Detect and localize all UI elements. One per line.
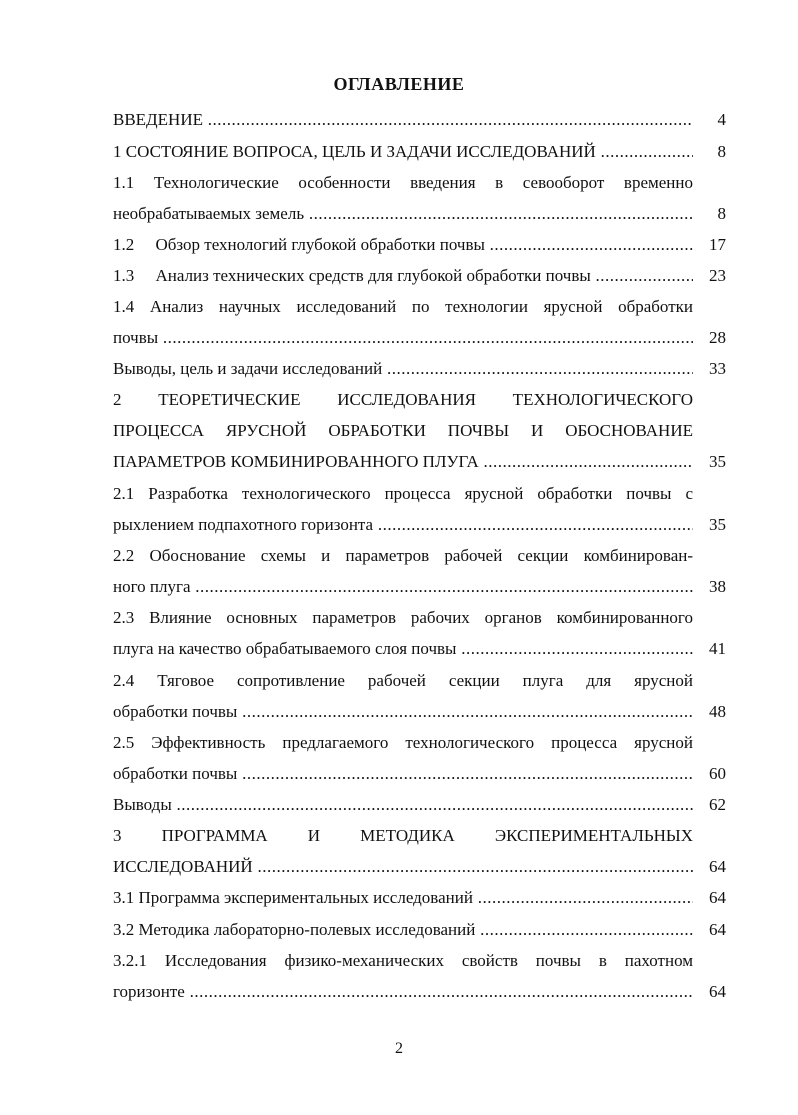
toc-entry-3-1[interactable]: 3.1 Программа экспериментальных исследований ..... [113, 884, 693, 912]
toc-page-number: 23 [709, 266, 726, 285]
toc-entry-1-4-line1[interactable]: 1.4 Анализ научных исследований по технологии ярусной обработки [113, 297, 693, 316]
toc-page-number: 62 [709, 795, 726, 814]
toc-page-number: 4 [717, 110, 726, 129]
toc-page-number: 33 [709, 359, 726, 378]
toc-entry-2-5-line2[interactable]: обработки почвы ..... [113, 760, 693, 788]
toc-page-number: 60 [709, 764, 726, 783]
toc-entry-chapter-2-line1[interactable]: 2 ТЕОРЕТИЧЕСКИЕ ИССЛЕДОВАНИЯ ТЕХНОЛОГИЧЕСКОГО [113, 390, 693, 409]
toc-entry-chapter-2-line2[interactable]: ПРОЦЕССА ЯРУСНОЙ ОБРАБОТКИ ПОЧВЫ И ОБОСНОВАНИЕ [113, 421, 693, 440]
toc-entry-chapter-1[interactable]: 1 СОСТОЯНИЕ ВОПРОСА, ЦЕЛЬ И ЗАДАЧИ ИССЛЕДОВАНИЙ ..... [113, 138, 693, 166]
toc-entry-2-3-line2[interactable]: плуга на качество обрабатываемого слоя почвы ..... [113, 635, 693, 663]
toc-page-number: 8 [717, 204, 726, 223]
toc-page-number: 35 [709, 452, 726, 471]
toc-page-number: 35 [709, 515, 726, 534]
toc-entry-1-2[interactable]: 1.2 Обзор технологий глубокой обработки почвы ..... [113, 231, 693, 259]
toc-page-number: 64 [709, 920, 726, 939]
toc-entry-conclusions-1[interactable]: Выводы, цель и задачи исследований ..... [113, 355, 693, 383]
page-number: 2 [395, 1040, 403, 1057]
toc-page-number: 41 [709, 639, 726, 658]
toc-entry-chapter-2-line3[interactable]: ПАРАМЕТРОВ КОМБИНИРОВАННОГО ПЛУГА ..... [113, 448, 693, 476]
toc-page-number: 28 [709, 328, 726, 347]
toc-page-number: 48 [709, 702, 726, 721]
toc-page-number: 64 [709, 888, 726, 907]
toc-entry-1-4-line2[interactable]: почвы ..... [113, 324, 693, 352]
toc-entry-2-5-line1[interactable]: 2.5 Эффективность предлагаемого технологического процесса ярусной [113, 733, 693, 752]
toc-page-number: 17 [709, 235, 726, 254]
toc-entry-3-2[interactable]: 3.2 Методика лабораторно-полевых исследований ..... [113, 916, 693, 944]
toc-entry-2-4-line1[interactable]: 2.4 Тяговое сопротивление рабочей секции плуга для ярусной [113, 671, 693, 690]
toc-page-number: 64 [709, 857, 726, 876]
toc-entry-1-1-line1[interactable]: 1.1 Технологические особенности введения в севооборот временно [113, 173, 693, 192]
toc-entry-3-2-1-line1[interactable]: 3.2.1 Исследования физико-механических свойств почвы в пахотном [113, 951, 693, 970]
toc-entry-2-3-line1[interactable]: 2.3 Влияние основных параметров рабочих органов комбинированного [113, 608, 693, 627]
toc-entry-2-1-line1[interactable]: 2.1 Разработка технологического процесса ярусной обработки почвы с [113, 484, 693, 503]
toc-entry-3-2-1-line2[interactable]: горизонте ..... [113, 978, 693, 1006]
toc-entry-chapter-3-line1[interactable]: 3 ПРОГРАММА И МЕТОДИКА ЭКСПЕРИМЕНТАЛЬНЫХ [113, 826, 693, 845]
toc-page-number: 38 [709, 577, 726, 596]
toc-entry-2-2-line1[interactable]: 2.2 Обоснование схемы и параметров рабочей секции комбинирован- [113, 546, 693, 565]
page-title: ОГЛАВЛЕНИЕ [333, 74, 465, 94]
toc-entry-2-2-line2[interactable]: ного плуга ..... [113, 573, 693, 601]
toc-page-number: 64 [709, 982, 726, 1001]
toc-entry-introduction[interactable]: ВВЕДЕНИЕ ..... [113, 106, 693, 134]
toc-entry-1-1-line2[interactable]: необрабатываемых земель ..... [113, 200, 693, 228]
toc-entry-2-1-line2[interactable]: рыхлением подпахотного горизонта ..... [113, 511, 693, 539]
toc-entry-chapter-3-line2[interactable]: ИССЛЕДОВАНИЙ ..... [113, 853, 693, 881]
toc-entry-conclusions-2[interactable]: Выводы ..... [113, 791, 693, 819]
toc-page-number: 8 [717, 142, 726, 161]
toc-entry-2-4-line2[interactable]: обработки почвы ..... [113, 698, 693, 726]
toc-entry-1-3[interactable]: 1.3 Анализ технических средств для глубокой обработки почвы ..... [113, 262, 693, 290]
